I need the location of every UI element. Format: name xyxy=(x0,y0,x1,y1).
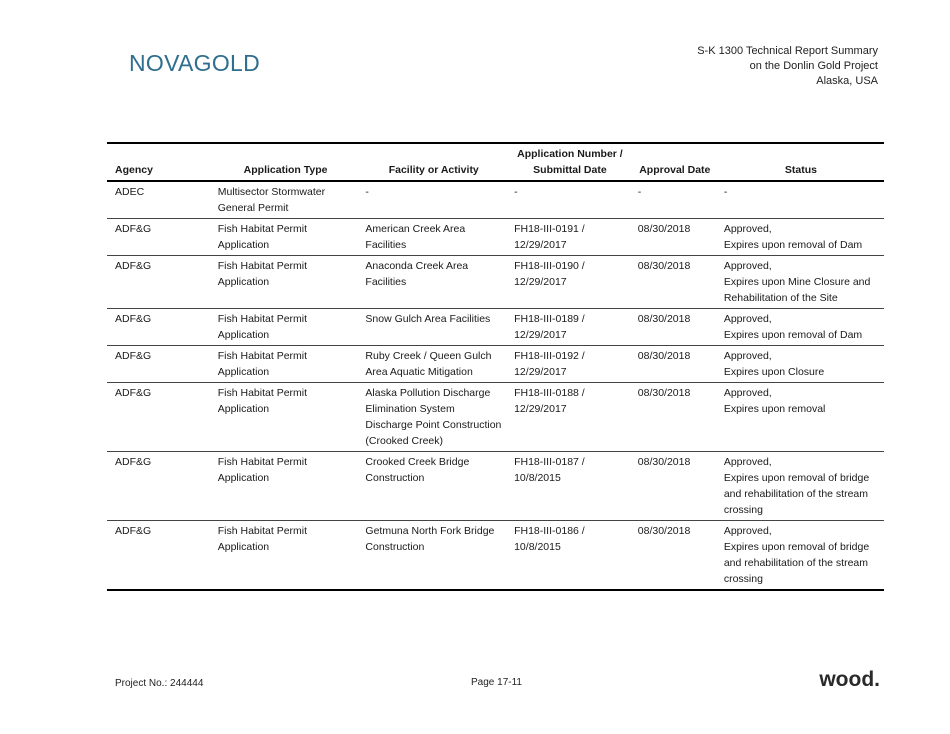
cell-approval-date: 08/30/2018 xyxy=(632,256,718,309)
cell-status xyxy=(718,219,884,256)
wood-logo: wood. xyxy=(819,668,880,691)
cell-status xyxy=(718,256,884,309)
cell-agency: ADEC xyxy=(107,181,212,219)
cell-agency: ADF&G xyxy=(107,309,212,346)
col-header-application-number: Application Number / Submittal Date xyxy=(508,143,632,181)
cell-agency: ADF&G xyxy=(107,219,212,256)
cell-approval-date: - xyxy=(632,181,718,219)
status-line: Approved, xyxy=(723,387,772,399)
status-line: Approved, xyxy=(723,260,772,272)
cell-status xyxy=(718,346,884,383)
cell-facility: American Creek Area Facilities xyxy=(359,219,508,256)
permits-table-container xyxy=(107,142,884,591)
novagold-logo xyxy=(129,50,260,77)
cell-agency: ADF&G xyxy=(107,346,212,383)
cell-application-type: Multisector Stormwater General Permit xyxy=(212,181,360,219)
table-row xyxy=(107,181,884,219)
cell-application-number: FH18-III-0189 / 12/29/2017 xyxy=(508,309,632,346)
col-header-application-type: Application Type xyxy=(212,143,360,181)
page-number: Page 17-11 xyxy=(471,677,522,688)
status-line: Expires upon Mine Closure and Rehabilitation of the Site xyxy=(723,276,871,304)
cell-application-number: FH18-III-0187 / 10/8/2015 xyxy=(508,452,632,521)
cell-application-type: Fish Habitat Permit Application xyxy=(212,452,360,521)
cell-facility: Ruby Creek / Queen Gulch Area Aquatic Mitigation xyxy=(359,346,508,383)
cell-status xyxy=(718,181,884,219)
col-header-approval-date: Approval Date xyxy=(632,143,718,181)
status-line: Expires upon removal of Dam xyxy=(723,239,863,251)
table-row xyxy=(107,521,884,591)
cell-application-type: Fish Habitat Permit Application xyxy=(212,521,360,591)
cell-application-number: FH18-III-0192 / 12/29/2017 xyxy=(508,346,632,383)
logo-wordmark: NOVAGOLD xyxy=(129,50,261,76)
status-line: Expires upon removal of Dam xyxy=(723,329,863,341)
cell-facility: - xyxy=(359,181,508,219)
cell-facility: Alaska Pollution Discharge Elimination System Discharge Point Construction (Crooked Creek) xyxy=(359,383,508,452)
status-line: Approved, xyxy=(723,456,772,468)
cell-approval-date: 08/30/2018 xyxy=(632,452,718,521)
table-body xyxy=(107,181,884,590)
cell-facility: Getmuna North Fork Bridge Construction xyxy=(359,521,508,591)
cell-status xyxy=(718,383,884,452)
status-line: Expires upon removal xyxy=(723,403,826,415)
cell-facility: Snow Gulch Area Facilities xyxy=(359,309,508,346)
table-row xyxy=(107,452,884,521)
cell-approval-date: 08/30/2018 xyxy=(632,521,718,591)
cell-approval-date: 08/30/2018 xyxy=(632,219,718,256)
table-row xyxy=(107,256,884,309)
report-title-line-3: Alaska, USA xyxy=(816,75,878,87)
status-line: Approved, xyxy=(723,223,772,235)
cell-application-number: FH18-III-0188 / 12/29/2017 xyxy=(508,383,632,452)
cell-agency: ADF&G xyxy=(107,256,212,309)
status-line: Expires upon removal of bridge and rehabilitation of the stream crossing xyxy=(723,541,870,585)
cell-application-type: Fish Habitat Permit Application xyxy=(212,383,360,452)
table-row xyxy=(107,309,884,346)
project-number: Project No.: 244444 xyxy=(115,678,204,689)
cell-application-number: - xyxy=(508,181,632,219)
cell-application-type: Fish Habitat Permit Application xyxy=(212,256,360,309)
table-header-row xyxy=(107,143,884,181)
cell-agency: ADF&G xyxy=(107,383,212,452)
cell-agency: ADF&G xyxy=(107,521,212,591)
cell-application-type: Fish Habitat Permit Application xyxy=(212,346,360,383)
cell-application-number: FH18-III-0190 / 12/29/2017 xyxy=(508,256,632,309)
table-row xyxy=(107,383,884,452)
status-line: Approved, xyxy=(723,350,772,362)
cell-facility: Anaconda Creek Area Facilities xyxy=(359,256,508,309)
status-line: Approved, xyxy=(723,525,772,537)
cell-approval-date: 08/30/2018 xyxy=(632,309,718,346)
cell-facility: Crooked Creek Bridge Construction xyxy=(359,452,508,521)
cell-agency: ADF&G xyxy=(107,452,212,521)
table-row xyxy=(107,346,884,383)
permits-table xyxy=(107,142,884,591)
cell-approval-date: 08/30/2018 xyxy=(632,383,718,452)
cell-status xyxy=(718,521,884,591)
status-line: - xyxy=(723,186,728,198)
col-header-facility: Facility or Activity xyxy=(359,143,508,181)
table-row xyxy=(107,219,884,256)
cell-application-number: FH18-III-0191 / 12/29/2017 xyxy=(508,219,632,256)
report-title-line-2: on the Donlin Gold Project xyxy=(749,60,878,72)
cell-application-number: FH18-III-0186 / 10/8/2015 xyxy=(508,521,632,591)
status-line: Expires upon removal of bridge and rehabilitation of the stream crossing xyxy=(723,472,870,516)
cell-application-type: Fish Habitat Permit Application xyxy=(212,309,360,346)
cell-status xyxy=(718,452,884,521)
col-header-agency: Agency xyxy=(107,143,212,181)
report-title-block xyxy=(697,44,878,89)
col-header-status: Status xyxy=(718,143,884,181)
cell-application-type: Fish Habitat Permit Application xyxy=(212,219,360,256)
cell-approval-date: 08/30/2018 xyxy=(632,346,718,383)
status-line: Approved, xyxy=(723,313,772,325)
cell-status xyxy=(718,309,884,346)
status-line: Expires upon Closure xyxy=(723,366,825,378)
report-title-line-1: S-K 1300 Technical Report Summary xyxy=(697,45,878,57)
